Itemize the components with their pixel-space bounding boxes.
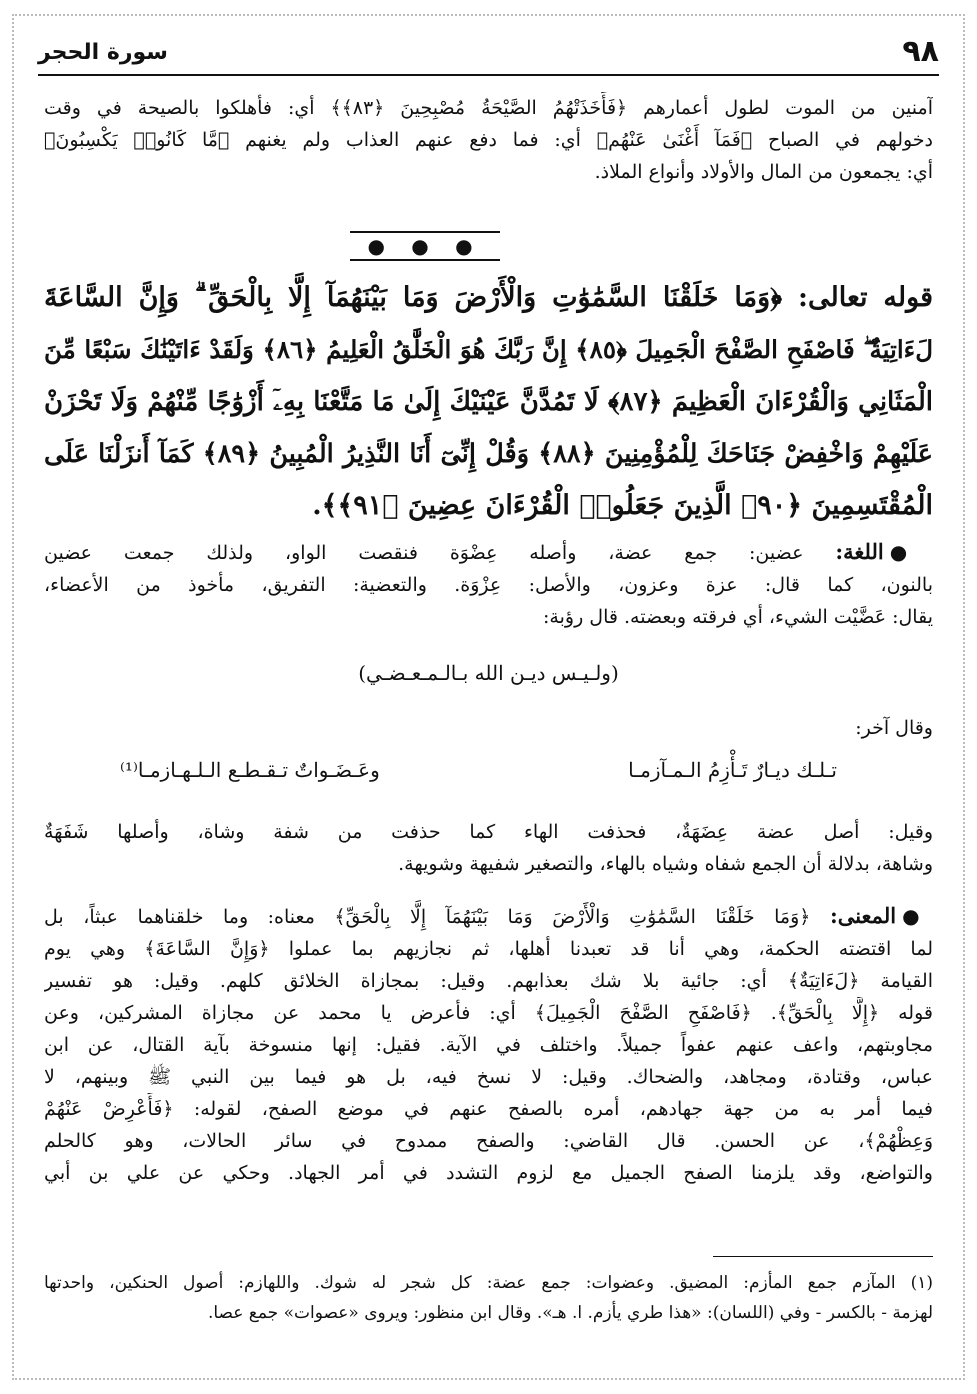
footnote-line: لهزمة - بالكسر - وفي (اللسان): «هذا طري يأزم. ا. هـ». وقال ابن منظور: ويروى «عصوات» جمع عصا. [207,1303,933,1323]
footnote-line: (١) المآزم جمع المأزم: المضيق. وعضوات: جمع عضة: كل شجر له شوك. واللهازم: أصول الحنكين، واحدتها [44,1273,933,1293]
top-paragraph [44,92,933,188]
footnote [44,1268,933,1328]
lugha-section [44,536,933,633]
text-line: مجاوبتهم، واعف عنهم عفواً جميلاً. واختلف في الآية. فقيل: إنها منسوخة بآية القتال، عن ابن [44,1034,933,1056]
lugha-label: اللغة: [835,539,884,564]
page-header [38,34,939,76]
verse-line: الْمُقْتَسِمِينَ ﴿٩٠﴾ الَّذِينَ جَعَلُوا۟ الْقُرْءَانَ عِضِينَ ﴿٩١﴾﴾. [312,490,933,521]
verse-line: لَءَاتِيَةٌ ۖ فَاصْفَحِ الصَّفْحَ الْجَمِيلَ ﴿٨٥﴾ إِنَّ رَبَّكَ هُوَ الْخَلَّٰقُ الْعَلِيمُ ﴿٨٦﴾ وَلَقَدْ ءَاتَيْنَٰكَ سَبْعًا مِّنَ [44,335,933,364]
page-number: ٩٨ [902,34,939,69]
quran-verses [44,272,933,532]
lugha-line-1 [44,536,933,569]
text-line: لما اقتضته الحكمة، وهي أنا قد تعبدنا أهلها، ثم نجازيهم بما عملوا ﴿وَإِنَّ السَّاعَةَ﴾ وهي يوم [44,938,933,960]
verse-second-hemistich: وعَـضَـواتٌ تـقـطـع الـلـهـازمـا⁽¹⁾ [120,758,380,782]
text-line: بالنون، كما قال: عزة وعزون، والأصل: عِزْوَة. والتعضية: التفريق، مأخوذ من الأعضاء، [44,574,933,596]
verse-line: قوله تعالى: ﴿وَمَا خَلَقْنَا السَّمَٰوَٰتِ وَالْأَرْضَ وَمَا بَيْنَهُمَآ إِلَّا بِالْحَقِّ ۗ وَإِنَّ السَّاعَةَ [44,282,933,313]
text-line: والتواضع، وقد يلزمنا الصفح الجميل مع لزوم التشدد في أمر الجهاد. وحكي عن علي بن أبي [44,1162,933,1184]
verse-line: الْمَثَانِي وَالْقُرْءَانَ الْعَظِيمَ ﴿٨٧﴾ لَا تَمُدَّنَّ عَيْنَيْكَ إِلَىٰ مَا مَتَّعْنَا بِهِۦٓ أَزْوَٰجًا مِّنْهُمْ وَلَا تَحْزَنْ [44,387,933,417]
text-line: القيامة ﴿لَءَاتِيَةٌ﴾ أي: جائية بلا شك بعذابهم. وقيل: بمجازاة الخلائق كلهم. وقيل: هو تفسير [44,970,933,992]
text-line: وشاهة، بدلالة أن الجمع شفاه وشياه بالهاء، والتصغير شفيهة وشويهة. [398,853,933,875]
maana-line-1 [44,900,933,933]
text-line: وَعِظْهُمْ﴾، عن الحسن. قال القاضي: والصفح ممدوح في سائر الحالات، وهو كالحلم [44,1130,933,1152]
qala-akhar [44,712,933,744]
text-line: وقال آخر: [855,717,933,739]
qil-paragraph [44,816,933,880]
bullet-icon: ● [889,540,933,564]
text-line: قوله ﴿إِلَّا بِالْحَقِّ﴾. ﴿فَاصْفَحِ الصَّفْحَ الْجَمِيلَ﴾ أي: فأعرض يا محمد عن مجازاة المشركين، وعن [44,1002,933,1024]
text-line: عباس، وقتادة، ومجاهد، والضحاك. وقيل: لا نسخ فيه، بل هو فيما بين النبي ﷺ وبينهم، لا [44,1066,933,1088]
lugha-text: عضين: جمع عضة، وأصله عِضْوَة فنقصت الواو، ولذلك جمعت عضين [44,542,804,564]
section-divider [350,231,500,261]
divider-dots: ● ● ● [367,234,483,258]
verse-line: عَلَيْهِمْ وَاخْفِضْ جَنَاحَكَ لِلْمُؤْمِنِينَ ﴿٨٨﴾ وَقُلْ إِنِّىٓ أَنَا النَّذِيرُ الْمُبِينُ ﴿٨٩﴾ كَمَآ أَنزَلْنَا عَلَى [44,439,933,469]
text-line: وقيل: أصل عضة عِضَهَةٌ، فحذفت الهاء كما حذفت من شفة وشاة، وأصلها شَفَهَةٌ [44,821,933,843]
text-line: آمنين من الموت لطول أعمارهم ﴿فَأَخَذَتْهُمُ الصَّيْحَةُ مُصْبِحِينَ ﴿٨٣﴾﴾ أي: فأهلكوا بالصيحة في وقت [44,97,933,119]
bullet-icon: ● [902,904,933,928]
verse-first-hemistich: تـلـك ديـارٌ تَـأْزِمُ الـمـآزمـا [628,758,837,782]
maana-label: المعنى: [829,903,897,928]
text-line: فيما أمر به من جهة جهادهم، أمره بالصفح عنهم في موضع الصفح، لقوله: ﴿فَأَعْرِضْ عَنْهُمْ [44,1098,933,1120]
poetry-verse [80,758,897,792]
text-line: يقال: عَضَّيْت الشيء، أي فرقته وبعضته. قال رؤبة: [543,606,933,628]
maana-section [44,900,933,1189]
maana-text: ﴿وَمَا خَلَقْنَا السَّمَٰوَٰتِ وَالْأَرْضَ وَمَا بَيْنَهُمَآ إِلَّا بِالْحَقِّ﴾ معناه: وما خلقناهما عبثاً، بل [44,906,811,928]
running-title: سورة الحجر [38,40,168,65]
footnote-separator [713,1256,933,1257]
text-line: أي: يجمعون من المال والأولاد وأنواع الملاذ. [594,161,933,183]
poem-line: (ولـيـس ديـن الله بـالـمـعـضـي) [358,661,619,685]
text-line: دخولهم في الصباح ﴿فَمَآ أَغْنَىٰ عَنْهُم﴾ أي: فما دفع عنهم العذاب ولم يغنهم ﴿مَّا كَانُوا۟ يَكْسِبُونَ﴾ [44,129,933,151]
